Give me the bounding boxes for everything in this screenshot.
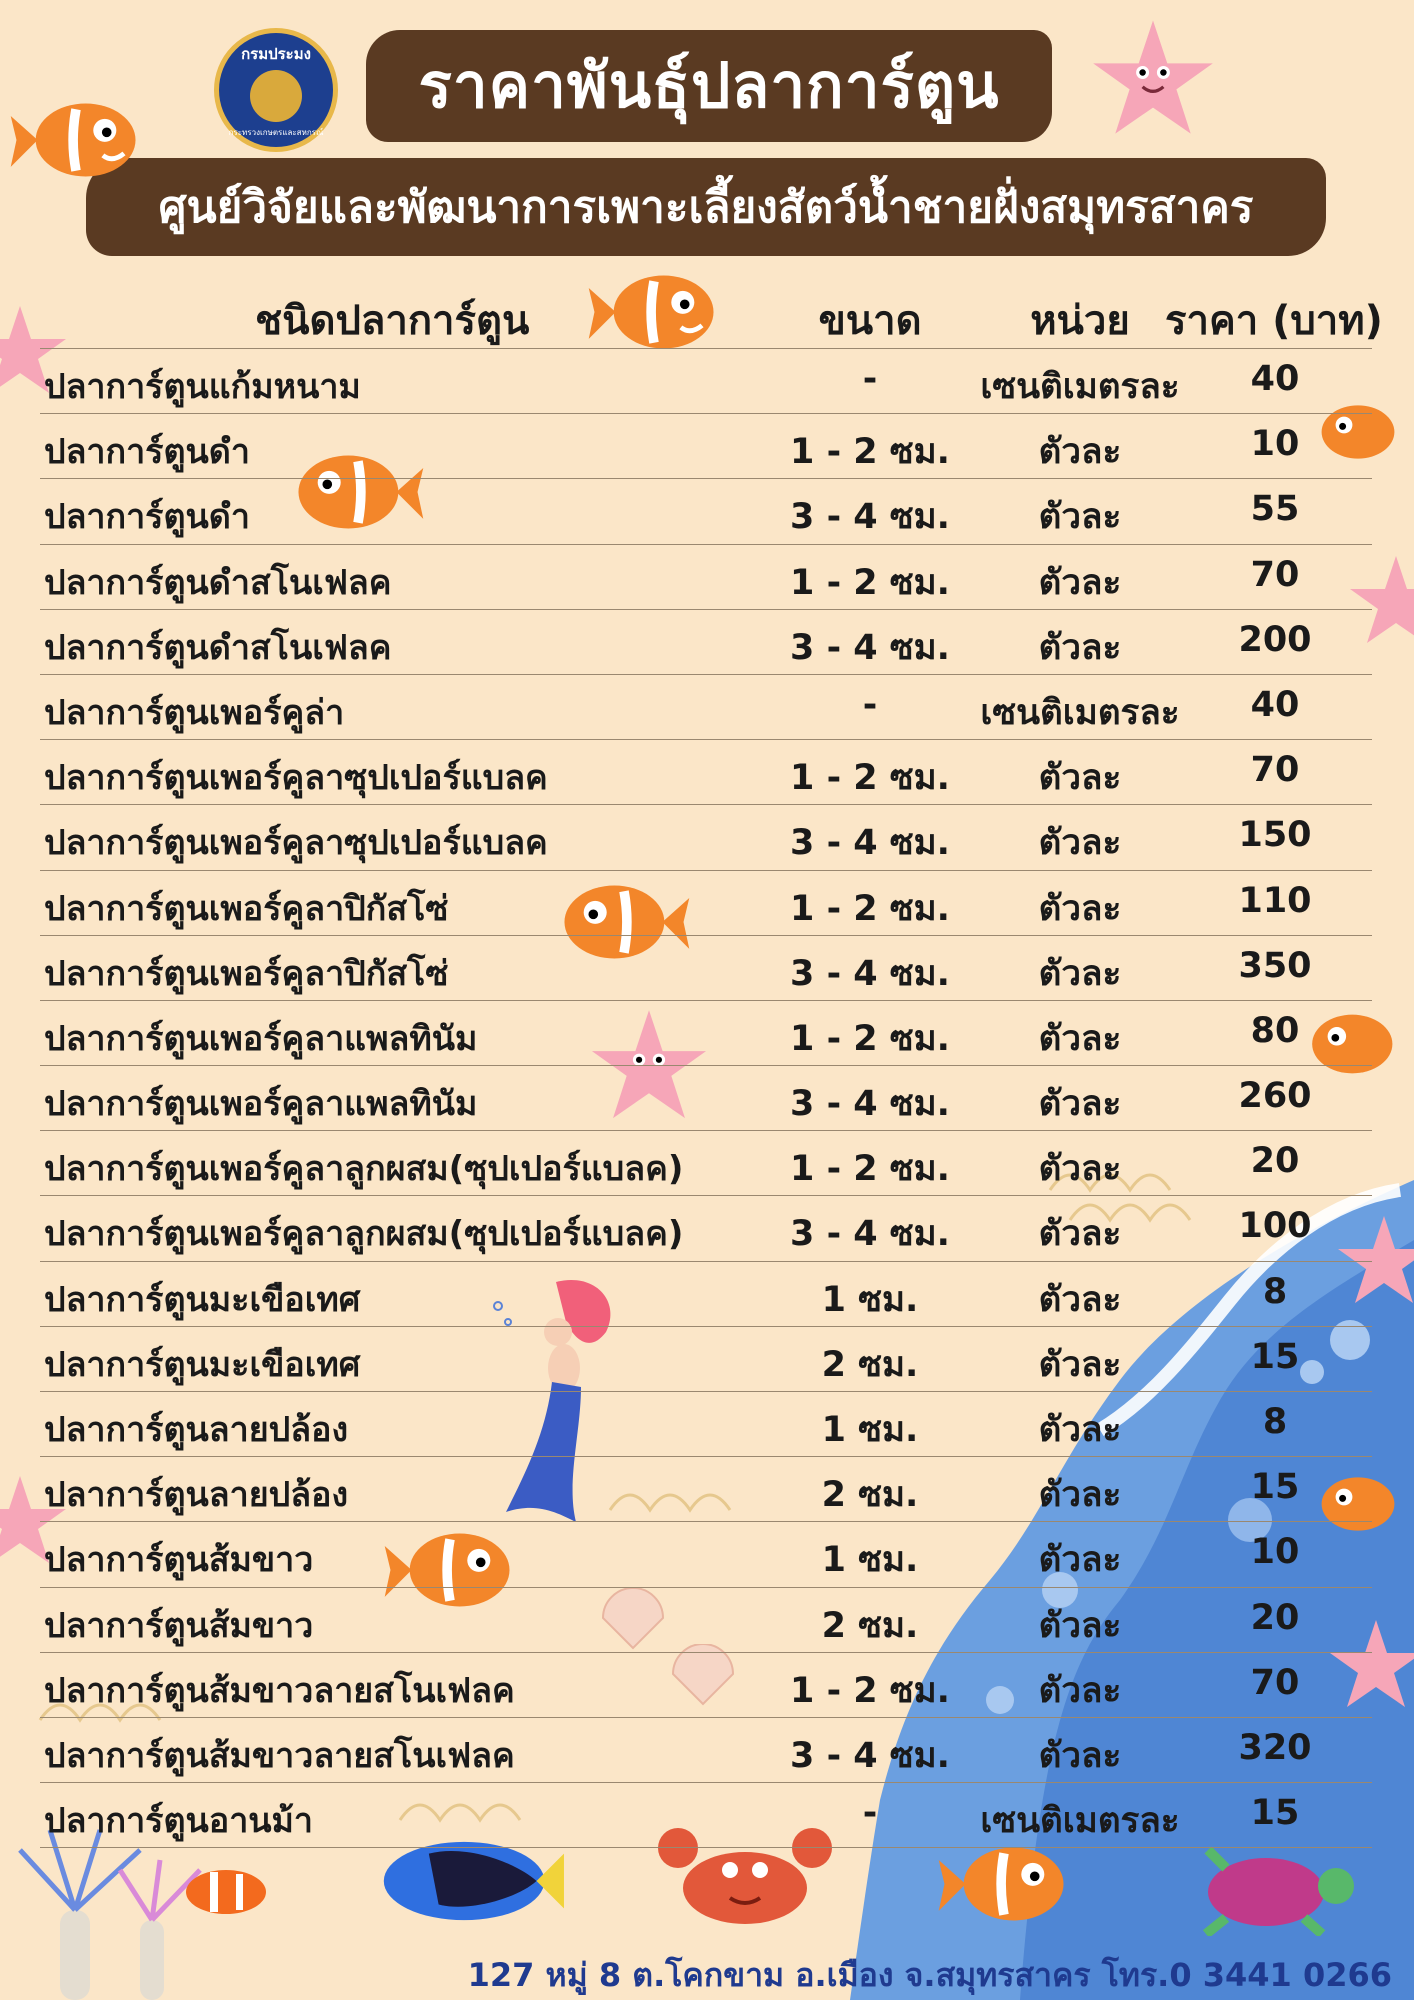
starfish-icon bbox=[1088, 14, 1218, 144]
fish-name: ปลาการ์ตูนอานม้า bbox=[44, 1801, 314, 1842]
table-row bbox=[40, 1522, 1372, 1587]
fish-size: 1 - 2 ซม. bbox=[790, 432, 950, 473]
fish-size: 1 - 2 ซม. bbox=[790, 1670, 950, 1711]
header-price: ราคา (บาท) bbox=[1165, 298, 1383, 344]
header-unit: หน่วย bbox=[1030, 298, 1130, 344]
address-footer: 127 หมู่ 8 ต.โคกขาม อ.เมือง จ.สมุทรสาคร โทร.0 3441 0266 bbox=[467, 1956, 1392, 1994]
fish-unit: ตัวละ bbox=[1038, 1084, 1122, 1125]
fish-name: ปลาการ์ตูนเพอร์คูลาปิกัสโซ่ bbox=[44, 888, 449, 929]
page-subtitle: ศูนย์วิจัยและพัฒนาการเพาะเลี้ยงสัตว์น้ำชายฝั่งสมุทรสาคร bbox=[158, 182, 1254, 233]
fish-size: 2 ซม. bbox=[821, 1475, 919, 1516]
fish-price: 100 bbox=[1238, 1206, 1312, 1247]
fish-unit: ตัวละ bbox=[1038, 1475, 1122, 1516]
table-row bbox=[40, 1001, 1372, 1066]
table-row bbox=[40, 1718, 1372, 1783]
fish-name: ปลาการ์ตูนลายปล้อง bbox=[44, 1475, 349, 1516]
fish-name: ปลาการ์ตูนส้มขาวลายสโนเฟลค bbox=[44, 1670, 515, 1711]
table-row bbox=[40, 936, 1372, 1001]
fish-price: 80 bbox=[1250, 1010, 1300, 1051]
fish-unit: ตัวละ bbox=[1038, 1279, 1122, 1320]
fish-unit: ตัวละ bbox=[1038, 1214, 1122, 1255]
fish-price: 70 bbox=[1250, 554, 1300, 595]
table-row bbox=[40, 610, 1372, 675]
fish-price: 20 bbox=[1250, 1141, 1300, 1182]
table-row bbox=[40, 1588, 1372, 1653]
fish-size: 3 - 4 ซม. bbox=[790, 627, 950, 668]
fish-size: - bbox=[862, 1793, 878, 1834]
fish-name: ปลาการ์ตูนมะเขือเทศ bbox=[44, 1279, 361, 1320]
fish-name: ปลาการ์ตูนเพอร์คูลาซุปเปอร์แบลค bbox=[44, 823, 548, 864]
fish-size: 3 - 4 ซม. bbox=[790, 823, 950, 864]
fish-unit: ตัวละ bbox=[1038, 1735, 1122, 1776]
table-row bbox=[40, 871, 1372, 936]
fish-price: 15 bbox=[1250, 1467, 1300, 1508]
fish-name: ปลาการ์ตูนเพอร์คูลาปิกัสโซ่ bbox=[44, 953, 449, 994]
fish-size: 1 - 2 ซม. bbox=[790, 1149, 950, 1190]
fish-size: 1 - 2 ซม. bbox=[790, 1018, 950, 1059]
fish-unit: ตัวละ bbox=[1038, 497, 1122, 538]
fish-unit: เซนติเมตรละ bbox=[980, 692, 1180, 733]
subtitle-banner bbox=[86, 158, 1326, 256]
table-row bbox=[40, 1131, 1372, 1196]
table-row bbox=[40, 1327, 1372, 1392]
fish-unit: ตัวละ bbox=[1038, 888, 1122, 929]
table-row bbox=[40, 1262, 1372, 1327]
fish-price: 320 bbox=[1238, 1727, 1312, 1768]
fish-size: 2 ซม. bbox=[821, 1605, 919, 1646]
fish-name: ปลาการ์ตูนดำ bbox=[44, 432, 250, 473]
page-title: ราคาพันธุ์ปลาการ์ตูน bbox=[418, 49, 1000, 122]
fish-unit: ตัวละ bbox=[1038, 562, 1122, 603]
fish-price: 40 bbox=[1250, 359, 1300, 399]
table-row bbox=[40, 740, 1372, 805]
fish-unit: เซนติเมตรละ bbox=[980, 367, 1180, 407]
logo-bottom-text: กระทรวงเกษตรและสหกรณ์ bbox=[228, 127, 324, 137]
fish-name: ปลาการ์ตูนเพอร์คูลาลูกผสม(ซุปเปอร์แบลค) bbox=[44, 1214, 684, 1255]
fish-unit: ตัวละ bbox=[1038, 823, 1122, 864]
fish-price: 8 bbox=[1262, 1271, 1288, 1312]
logo-top-text: กรมประมง bbox=[241, 44, 311, 63]
fish-size: 3 - 4 ซม. bbox=[790, 1084, 950, 1125]
fish-size: - bbox=[862, 359, 878, 399]
table-row bbox=[40, 675, 1372, 740]
table-row bbox=[40, 1653, 1372, 1718]
table-row bbox=[40, 1066, 1372, 1131]
fish-name: ปลาการ์ตูนดำ bbox=[44, 497, 250, 538]
logo-emblem-icon bbox=[250, 70, 302, 122]
fish-price: 55 bbox=[1250, 489, 1300, 530]
fish-size: 3 - 4 ซม. bbox=[790, 1735, 950, 1776]
fish-price: 200 bbox=[1238, 619, 1312, 660]
fish-size: 1 - 2 ซม. bbox=[790, 888, 950, 929]
fish-price: 10 bbox=[1250, 1532, 1300, 1573]
fish-price: 40 bbox=[1250, 684, 1300, 725]
table-row bbox=[40, 545, 1372, 610]
title-banner bbox=[366, 30, 1052, 142]
fish-size: 3 - 4 ซม. bbox=[790, 953, 950, 994]
fish-name: ปลาการ์ตูนดำสโนเฟลค bbox=[44, 627, 392, 668]
fish-name: ปลาการ์ตูนมะเขือเทศ bbox=[44, 1344, 361, 1385]
fish-unit: ตัวละ bbox=[1038, 1149, 1122, 1190]
table-row bbox=[40, 1783, 1372, 1848]
clownfish-cartoon-icon bbox=[936, 1836, 1072, 1932]
table-row bbox=[40, 1196, 1372, 1261]
fish-size: - bbox=[862, 684, 878, 725]
fish-unit: ตัวละ bbox=[1038, 1540, 1122, 1581]
fish-name: ปลาการ์ตูนแก้มหนาม bbox=[44, 367, 361, 407]
fish-price: 8 bbox=[1262, 1402, 1288, 1442]
header-size: ขนาด bbox=[818, 298, 922, 344]
fish-name: ปลาการ์ตูนเพอร์คูลาแพลทินัม bbox=[44, 1018, 478, 1059]
fish-price: 15 bbox=[1250, 1793, 1300, 1834]
fish-unit: เซนติเมตรละ bbox=[980, 1801, 1180, 1842]
table-header bbox=[40, 276, 1383, 349]
fish-name: ปลาการ์ตูนส้มขาว bbox=[44, 1540, 314, 1581]
table-row bbox=[40, 479, 1372, 544]
fish-unit: ตัวละ bbox=[1038, 432, 1122, 473]
fish-price: 15 bbox=[1250, 1336, 1300, 1377]
fish-name: ปลาการ์ตูนเพอร์คูลาลูกผสม(ซุปเปอร์แบลค) bbox=[44, 1149, 684, 1190]
fish-unit: ตัวละ bbox=[1038, 1344, 1122, 1385]
fish-unit: ตัวละ bbox=[1038, 758, 1122, 799]
fish-unit: ตัวละ bbox=[1038, 1670, 1122, 1711]
clownfish-icon bbox=[176, 1862, 276, 1922]
fish-price: 20 bbox=[1250, 1597, 1300, 1638]
price-table bbox=[40, 276, 1383, 1848]
fish-name: ปลาการ์ตูนเพอร์คูล่า bbox=[44, 692, 345, 733]
fish-unit: ตัวละ bbox=[1038, 953, 1122, 994]
table-row bbox=[40, 805, 1372, 870]
fish-size: 1 ซม. bbox=[821, 1410, 919, 1450]
fish-name: ปลาการ์ตูนเพอร์คูลาซุปเปอร์แบลค bbox=[44, 758, 548, 799]
fish-size: 1 - 2 ซม. bbox=[790, 562, 950, 603]
fish-price: 110 bbox=[1238, 880, 1312, 921]
fish-name: ปลาการ์ตูนส้มขาว bbox=[44, 1605, 314, 1646]
table-row bbox=[40, 1392, 1372, 1457]
table-row bbox=[40, 349, 1372, 414]
fish-price: 150 bbox=[1238, 815, 1312, 856]
fish-name: ปลาการ์ตูนดำสโนเฟลค bbox=[44, 562, 392, 603]
fish-size: 1 - 2 ซม. bbox=[790, 758, 950, 799]
header-name: ชนิดปลาการ์ตูน bbox=[255, 298, 530, 344]
fish-unit: ตัวละ bbox=[1038, 1410, 1122, 1450]
fish-price: 10 bbox=[1250, 424, 1300, 465]
fish-size: 2 ซม. bbox=[821, 1344, 919, 1385]
fish-unit: ตัวละ bbox=[1038, 1605, 1122, 1646]
table-row bbox=[40, 414, 1372, 479]
fish-name: ปลาการ์ตูนส้มขาวลายสโนเฟลค bbox=[44, 1735, 515, 1776]
fish-size: 3 - 4 ซม. bbox=[790, 1214, 950, 1255]
fish-size: 1 ซม. bbox=[821, 1540, 919, 1581]
table-row bbox=[40, 1457, 1372, 1522]
department-logo bbox=[214, 28, 338, 152]
fish-size: 1 ซม. bbox=[821, 1279, 919, 1320]
fish-name: ปลาการ์ตูนลายปล้อง bbox=[44, 1410, 349, 1450]
clownfish-cartoon-icon bbox=[8, 92, 144, 188]
turtle-icon bbox=[1186, 1842, 1362, 1936]
fish-size: 3 - 4 ซม. bbox=[790, 497, 950, 538]
fish-name: ปลาการ์ตูนเพอร์คูลาแพลทินัม bbox=[44, 1084, 478, 1125]
fish-price: 260 bbox=[1238, 1076, 1312, 1117]
fish-price: 350 bbox=[1238, 945, 1312, 986]
fish-price: 70 bbox=[1250, 1662, 1300, 1703]
fish-unit: ตัวละ bbox=[1038, 1018, 1122, 1059]
fish-unit: ตัวละ bbox=[1038, 627, 1122, 668]
fish-price: 70 bbox=[1250, 750, 1300, 791]
